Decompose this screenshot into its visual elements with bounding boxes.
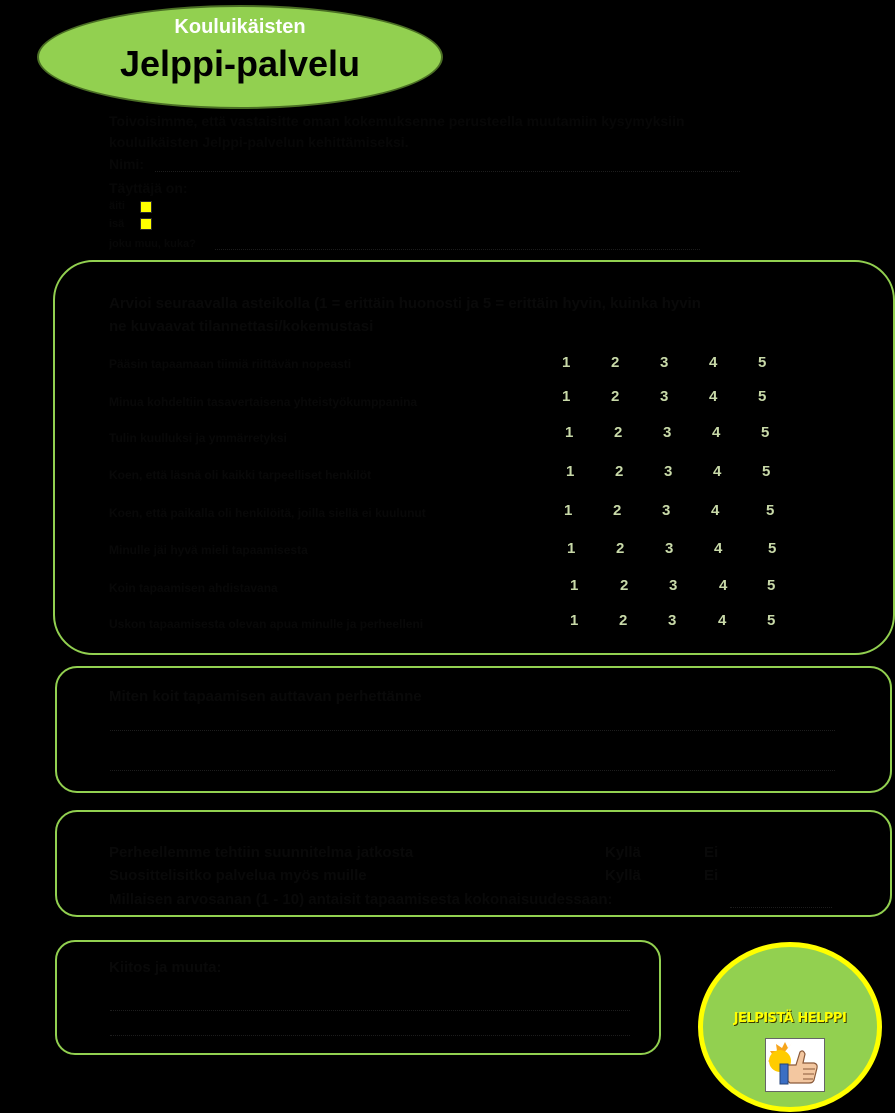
feedback-line-2[interactable] [110,1035,630,1036]
plan-question: Perheellemme tehtiin suunnitelma jatkosta [109,844,414,861]
name-field[interactable] [155,171,740,172]
plan-yes-option[interactable]: Kyllä [605,844,641,861]
answer-line-2[interactable] [110,770,835,771]
rating-option[interactable]: 5 [766,502,775,519]
respondent-label: Täyttäjä on: [109,180,188,196]
badge-text: JELPISTÄ HELPPI [733,1011,847,1026]
rating-option[interactable]: 2 [611,388,620,405]
rating-option[interactable]: 4 [711,502,720,519]
rating-option[interactable]: 1 [562,388,571,405]
rating-option[interactable]: 3 [668,612,677,629]
rating-option[interactable]: 4 [714,540,723,557]
rating-option[interactable]: 4 [712,424,721,441]
rating-option[interactable]: 3 [665,540,674,557]
rating-item-3: Tulin kuulluksi ja ymmärretyksi [109,431,287,445]
rating-option[interactable]: 5 [761,424,770,441]
rating-option[interactable]: 3 [669,577,678,594]
rating-option[interactable]: 1 [570,577,579,594]
feedback-line-1[interactable] [110,1010,630,1011]
plan-no-option[interactable]: Ei [704,844,719,861]
grade-question: Millaisen arvosanan (1 - 10) antaisit tapaamisesta kokonaisuudessaan: [109,891,613,908]
recommend-no-option[interactable]: Ei [704,867,719,884]
rating-option[interactable]: 1 [570,612,579,629]
rating-option[interactable]: 4 [718,612,727,629]
rating-instruction-line1: Arvioi seuraavalla asteikolla (1 = erittäin huonosti ja 5 = erittäin hyvin, kuinka hyvin [109,295,701,312]
other-respondent-field[interactable] [215,249,700,250]
rating-option[interactable]: 1 [567,540,576,557]
intro-text-line1: Toivoisimme, että vastaisitte oman kokemuksenne perusteella muutamiin kysymyksiin [109,113,685,129]
title-banner [37,5,443,109]
rating-option[interactable]: 4 [713,463,722,480]
rating-option[interactable]: 2 [619,612,628,629]
question-help-label: Miten koit tapaamisen auttavan perhettänne [109,688,422,705]
rating-option[interactable]: 5 [767,612,776,629]
rating-option[interactable]: 2 [620,577,629,594]
name-label: Nimi: [109,156,144,172]
option-mother-label: äiti [109,200,125,212]
rating-option[interactable]: 4 [709,388,718,405]
rating-option[interactable]: 3 [663,424,672,441]
feedback-section [55,940,661,1055]
intro-text-line2: kouluikäisten Jelppi-palvelun kehittämiseksi. [109,134,409,150]
rating-option[interactable]: 2 [613,502,622,519]
rating-option[interactable]: 2 [616,540,625,557]
rating-option[interactable]: 5 [762,463,771,480]
rating-item-1: Pääsin tapaamaan tiimiä riittävän nopeasti [109,357,352,371]
header-title: Jelppi-palvelu [119,43,361,84]
rating-option[interactable]: 2 [614,424,623,441]
rating-option[interactable]: 3 [660,388,669,405]
rating-instruction-line2: ne kuvaavat tilannettasi/kokemustasi [109,318,374,335]
mother-checkbox[interactable] [140,201,152,213]
rating-option[interactable]: 5 [768,540,777,557]
recommend-question: Suosittelisitko palvelua myös muille [109,867,367,884]
rating-option[interactable]: 4 [709,354,718,371]
rating-option[interactable]: 5 [767,577,776,594]
option-father-label: isä [109,218,125,230]
feedback-label: Kiitos ja muuta: [109,959,222,976]
option-other-label: joku muu, kuka? [109,238,196,250]
rating-item-8: Uskon tapaamisesta olevan apua minulle ja perheelleni [109,617,424,631]
rating-option[interactable]: 1 [566,463,575,480]
rating-option[interactable]: 1 [565,424,574,441]
grade-field[interactable] [730,907,832,908]
thumbs-up-icon [765,1038,825,1092]
rating-option[interactable]: 5 [758,354,767,371]
answer-line-1[interactable] [110,730,835,731]
header-subtitle: Kouluikäisten [174,16,306,38]
rating-option[interactable]: 3 [664,463,673,480]
recommend-yes-option[interactable]: Kyllä [605,867,641,884]
rating-item-7: Koin tapaamisen ahdistavana [109,581,278,595]
rating-option[interactable]: 1 [562,354,571,371]
rating-option[interactable]: 1 [564,502,573,519]
rating-option[interactable]: 5 [758,388,767,405]
rating-option[interactable]: 3 [660,354,669,371]
rating-option[interactable]: 2 [611,354,620,371]
father-checkbox[interactable] [140,218,152,230]
rating-option[interactable]: 4 [719,577,728,594]
rating-item-4: Koen, että läsnä oli kaikki tarpeelliset henkilöt [109,468,372,482]
rating-item-2: Minua kohdeltiin tasavertaisena yhteistyökumppanina [109,395,418,409]
rating-item-5: Koen, että paikalla oli henkilöitä, joilla siellä ei kuulunut [109,506,426,520]
jelpista-badge [698,942,882,1112]
rating-option[interactable]: 2 [615,463,624,480]
rating-item-6: Minulle jäi hyvä mieli tapaamisesta [109,543,308,557]
rating-option[interactable]: 3 [662,502,671,519]
